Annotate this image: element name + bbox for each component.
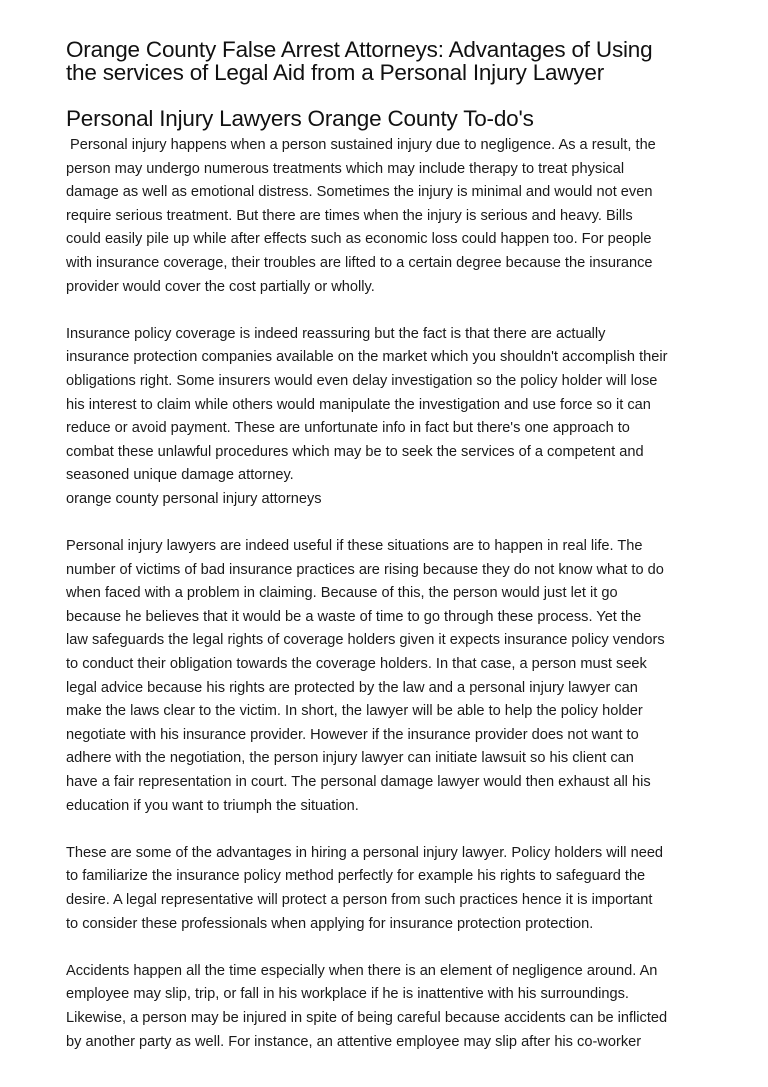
text-line: his interest to claim while others would manipulate the investigation and use force so it can <box>66 396 651 413</box>
paragraph-gap <box>66 512 708 536</box>
paragraph-2 <box>66 323 708 512</box>
text-line: require serious treatment. But there are times when the injury is serious and heavy. Bills <box>66 207 633 224</box>
text-line: provider would cover the cost partially or wholly. <box>66 278 375 295</box>
text-line: Accidents happen all the time especially when there is an element of negligence around. An <box>66 962 658 979</box>
paragraph-5 <box>66 960 708 1054</box>
text-line: Personal injury happens when a person sustained injury due to negligence. As a result, the <box>66 137 656 153</box>
text-line: by another party as well. For instance, an attentive employee may slip after his co-worker <box>66 1033 642 1050</box>
text-line: make the laws clear to the victim. In short, the lawyer will be able to help the policy holder <box>66 703 643 720</box>
text-line: because he believes that it would be a waste of time to go through these process. Yet the <box>66 608 642 625</box>
text-line: education if you want to triumph the situation. <box>66 797 359 814</box>
document-body <box>66 134 708 1054</box>
title-line: Orange County False Arrest Attorneys: Advantages of Using <box>66 37 653 62</box>
text-line: Insurance policy coverage is indeed reassuring but the fact is that there are actually <box>66 325 606 342</box>
text-line: adhere with the negotiation, the person injury lawyer can initiate lawsuit so his client can <box>66 750 634 767</box>
text-line: insurance protection companies available on the market which you shouldn't accomplish their <box>66 349 668 366</box>
text-line: These are some of the advantages in hiring a personal injury lawyer. Policy holders will need <box>66 844 664 861</box>
paragraph-3 <box>66 535 708 818</box>
text-line: to conduct their obligation towards the coverage holders. In that case, a person must seek <box>66 656 647 673</box>
text-line: with insurance coverage, their troubles are lifted to a certain degree because the insurance <box>66 254 653 271</box>
text-line: when faced with a problem in claiming. Because of this, the person would just let it go <box>66 585 618 602</box>
document-page <box>66 38 708 1054</box>
paragraph-gap <box>66 299 708 323</box>
text-line: obligations right. Some insurers would even delay investigation so the policy holder will lose <box>66 372 658 389</box>
text-line: damage as well as emotional distress. Sometimes the injury is minimal and would not even <box>66 184 653 201</box>
text-line: seasoned unique damage attorney. <box>66 467 294 484</box>
text-line: reduce or avoid payment. These are unfortunate info in fact but there's one approach to <box>66 420 630 437</box>
paragraph-gap <box>66 936 708 960</box>
document-title <box>66 38 708 84</box>
text-line: employee may slip, trip, or fall in his workplace if he is inattentive with his surroundings. <box>66 986 629 1003</box>
text-line: negotiate with his insurance provider. However if the insurance provider does not want to <box>66 726 639 743</box>
text-line: to consider these professionals when applying for insurance protection protection. <box>66 915 594 932</box>
paragraph-gap <box>66 818 708 842</box>
text-line: combat these unlawful procedures which may be to seek the services of a competent and <box>66 443 644 460</box>
text-line: legal advice because his rights are protected by the law and a personal injury lawyer can <box>66 679 638 696</box>
text-line: to familiarize the insurance policy method perfectly for example his rights to safeguard the <box>66 868 646 885</box>
title-line: the services of Legal Aid from a Personal Injury Lawyer <box>66 60 605 85</box>
text-line: have a fair representation in court. The personal damage lawyer would then exhaust all his <box>66 774 651 791</box>
text-line: Personal injury lawyers are indeed useful if these situations are to happen in real life. The <box>66 538 643 555</box>
paragraph-1 <box>66 134 708 299</box>
paragraph-4 <box>66 842 708 936</box>
text-line: Likewise, a person may be injured in spite of being careful because accidents can be inflicted <box>66 1009 668 1026</box>
text-line: desire. A legal representative will protect a person from such practices hence it is important <box>66 892 653 908</box>
text-line: person may undergo numerous treatments which may include therapy to treat physical <box>66 160 625 177</box>
text-line: law safeguards the legal rights of coverage holders given it expects insurance policy vendors <box>66 632 665 649</box>
section-heading: Personal Injury Lawyers Orange County To-do's <box>66 106 534 131</box>
text-line: could easily pile up while after effects such as economic loss could happen too. For people <box>66 231 652 248</box>
anchor-text-link[interactable]: orange county personal injury attorneys <box>66 490 322 507</box>
text-line: number of victims of bad insurance practices are rising because they do not know what to do <box>66 561 664 578</box>
